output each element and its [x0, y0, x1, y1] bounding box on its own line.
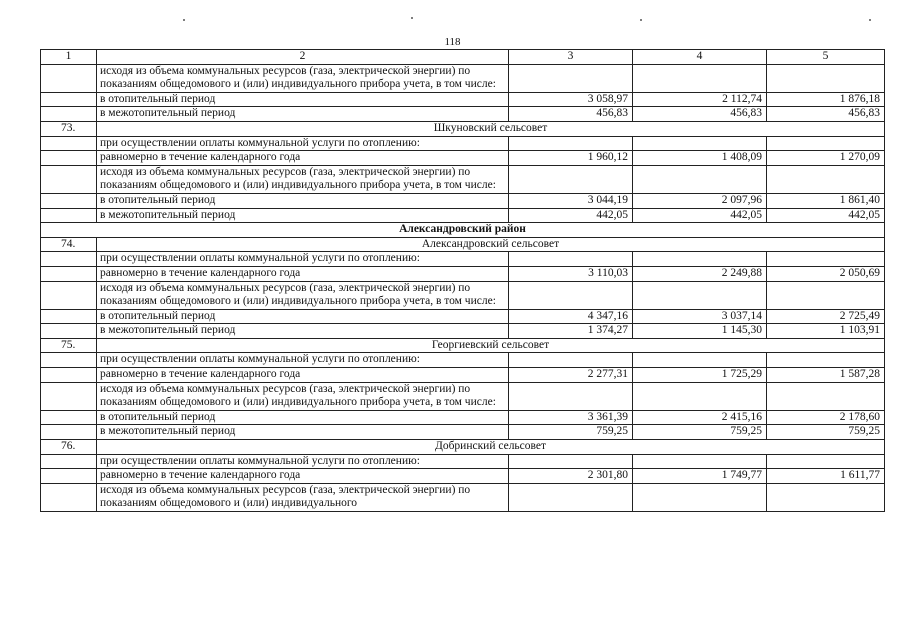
- column-header: 2: [97, 50, 509, 65]
- settlement-heading-row: [41, 338, 885, 353]
- column-header: 3: [509, 50, 633, 65]
- settlement-heading: Александровский сельсовет: [97, 237, 885, 252]
- region-heading: Александровский район: [41, 223, 885, 238]
- value-col-5: [767, 382, 885, 410]
- value-col-5: [767, 64, 885, 92]
- row-description: в отопительный период: [97, 410, 509, 425]
- table-row: [41, 382, 885, 410]
- value-col-4: 1 725,29: [633, 368, 767, 383]
- table-row: [41, 136, 885, 151]
- column-header: 5: [767, 50, 885, 65]
- row-number: [41, 92, 97, 107]
- table-row: [41, 252, 885, 267]
- row-description: в отопительный период: [97, 92, 509, 107]
- value-col-4: [633, 281, 767, 309]
- row-description: при осуществлении оплаты коммунальной услуги по отоплению:: [97, 454, 509, 469]
- page-number: 118: [444, 36, 461, 48]
- table-row: [41, 107, 885, 122]
- row-description: исходя из объема коммунальных ресурсов (газа, электрической энергии) по показаниям общедомового и (или) индивидуального: [97, 483, 509, 511]
- row-number: [41, 64, 97, 92]
- table-row: [41, 469, 885, 484]
- table-row: [41, 368, 885, 383]
- table-row: [41, 193, 885, 208]
- value-col-3: [509, 454, 633, 469]
- column-header: 4: [633, 50, 767, 65]
- value-col-3: [509, 136, 633, 151]
- value-col-4: 2 112,74: [633, 92, 767, 107]
- value-col-3: 759,25: [509, 425, 633, 440]
- value-col-4: 2 415,16: [633, 410, 767, 425]
- value-col-5: 442,05: [767, 208, 885, 223]
- row-description: равномерно в течение календарного года: [97, 266, 509, 281]
- column-header: 1: [41, 50, 97, 65]
- value-col-3: 3 361,39: [509, 410, 633, 425]
- settlement-heading: Добринский сельсовет: [97, 440, 885, 455]
- row-description: в межотопительный период: [97, 208, 509, 223]
- value-col-4: 1 749,77: [633, 469, 767, 484]
- value-col-4: 1 408,09: [633, 151, 767, 166]
- value-col-3: [509, 281, 633, 309]
- row-number: [41, 208, 97, 223]
- row-description: равномерно в течение календарного года: [97, 469, 509, 484]
- row-number: [41, 252, 97, 267]
- value-col-4: [633, 483, 767, 511]
- value-col-5: 1 876,18: [767, 92, 885, 107]
- table-row: [41, 151, 885, 166]
- row-number: [41, 353, 97, 368]
- row-number: 76.: [41, 440, 97, 455]
- value-col-4: [633, 353, 767, 368]
- row-number: 74.: [41, 237, 97, 252]
- table-row: [41, 324, 885, 339]
- value-col-3: 442,05: [509, 208, 633, 223]
- scan-speck: [640, 19, 642, 21]
- row-number: [41, 165, 97, 193]
- value-col-3: 4 347,16: [509, 309, 633, 324]
- value-col-5: 1 587,28: [767, 368, 885, 383]
- value-col-5: [767, 165, 885, 193]
- value-col-4: 3 037,14: [633, 309, 767, 324]
- value-col-5: 1 270,09: [767, 151, 885, 166]
- value-col-5: [767, 454, 885, 469]
- row-number: [41, 454, 97, 469]
- value-col-5: 759,25: [767, 425, 885, 440]
- value-col-5: [767, 483, 885, 511]
- column-header-row: [41, 50, 885, 65]
- scan-speck: [869, 19, 871, 21]
- value-col-4: 759,25: [633, 425, 767, 440]
- value-col-3: [509, 165, 633, 193]
- value-col-3: [509, 483, 633, 511]
- row-description: исходя из объема коммунальных ресурсов (газа, электрической энергии) по показаниям общедомового и (или) индивидуального прибора учета, в том числе:: [97, 281, 509, 309]
- table-row: [41, 483, 885, 511]
- row-description: исходя из объема коммунальных ресурсов (газа, электрической энергии) по показаниям общедомового и (или) индивидуального прибора учета, в том числе:: [97, 382, 509, 410]
- row-description: исходя из объема коммунальных ресурсов (газа, электрической энергии) по показаниям общедомового и (или) индивидуального прибора учета, в том числе:: [97, 165, 509, 193]
- table-row: [41, 64, 885, 92]
- value-col-5: 1 103,91: [767, 324, 885, 339]
- row-number: [41, 107, 97, 122]
- settlement-heading-row: [41, 121, 885, 136]
- row-number: [41, 368, 97, 383]
- value-col-5: [767, 353, 885, 368]
- value-col-3: 3 058,97: [509, 92, 633, 107]
- table-row: [41, 208, 885, 223]
- row-number: [41, 281, 97, 309]
- row-number: [41, 425, 97, 440]
- settlement-heading: Георгиевский сельсовет: [97, 338, 885, 353]
- table-row: [41, 92, 885, 107]
- value-col-4: [633, 165, 767, 193]
- row-description: равномерно в течение календарного года: [97, 368, 509, 383]
- value-col-5: 2 050,69: [767, 266, 885, 281]
- value-col-4: [633, 252, 767, 267]
- table-row: [41, 309, 885, 324]
- scan-speck: [183, 19, 185, 21]
- table-row: [41, 425, 885, 440]
- value-col-5: 1 861,40: [767, 193, 885, 208]
- table-row: [41, 353, 885, 368]
- value-col-3: 2 301,80: [509, 469, 633, 484]
- table-row: [41, 281, 885, 309]
- table-row: [41, 410, 885, 425]
- row-number: [41, 469, 97, 484]
- scan-speck: [411, 17, 413, 19]
- value-col-3: [509, 353, 633, 368]
- row-number: [41, 151, 97, 166]
- value-col-4: 442,05: [633, 208, 767, 223]
- value-col-5: 2 725,49: [767, 309, 885, 324]
- row-description: в отопительный период: [97, 309, 509, 324]
- row-description: при осуществлении оплаты коммунальной услуги по отоплению:: [97, 136, 509, 151]
- row-description: в межотопительный период: [97, 107, 509, 122]
- value-col-3: [509, 252, 633, 267]
- value-col-4: 1 145,30: [633, 324, 767, 339]
- value-col-4: [633, 136, 767, 151]
- tariff-table-body: [41, 50, 885, 512]
- row-description: при осуществлении оплаты коммунальной услуги по отоплению:: [97, 252, 509, 267]
- value-col-5: [767, 281, 885, 309]
- value-col-3: 3 044,19: [509, 193, 633, 208]
- row-description: в межотопительный период: [97, 425, 509, 440]
- value-col-4: [633, 64, 767, 92]
- row-number: [41, 483, 97, 511]
- table-row: [41, 165, 885, 193]
- value-col-4: 2 249,88: [633, 266, 767, 281]
- value-col-3: 1 374,27: [509, 324, 633, 339]
- value-col-5: [767, 252, 885, 267]
- row-description: в межотопительный период: [97, 324, 509, 339]
- value-col-4: 456,83: [633, 107, 767, 122]
- table-row: [41, 454, 885, 469]
- row-number: [41, 382, 97, 410]
- value-col-3: 456,83: [509, 107, 633, 122]
- row-number: [41, 136, 97, 151]
- row-description: равномерно в течение календарного года: [97, 151, 509, 166]
- value-col-3: [509, 382, 633, 410]
- tariff-table: [40, 49, 885, 512]
- value-col-3: 3 110,03: [509, 266, 633, 281]
- row-number: [41, 193, 97, 208]
- value-col-3: 2 277,31: [509, 368, 633, 383]
- settlement-heading-row: [41, 440, 885, 455]
- value-col-3: 1 960,12: [509, 151, 633, 166]
- row-number: [41, 324, 97, 339]
- settlement-heading: Шкуновский сельсовет: [97, 121, 885, 136]
- row-description: в отопительный период: [97, 193, 509, 208]
- row-description: исходя из объема коммунальных ресурсов (газа, электрической энергии) по показаниям общедомового и (или) индивидуального прибора учета, в том числе:: [97, 64, 509, 92]
- table-row: [41, 266, 885, 281]
- row-number: [41, 266, 97, 281]
- value-col-4: [633, 454, 767, 469]
- value-col-5: [767, 136, 885, 151]
- value-col-4: 2 097,96: [633, 193, 767, 208]
- row-number: 75.: [41, 338, 97, 353]
- row-number: 73.: [41, 121, 97, 136]
- row-number: [41, 309, 97, 324]
- row-description: при осуществлении оплаты коммунальной услуги по отоплению:: [97, 353, 509, 368]
- value-col-5: 1 611,77: [767, 469, 885, 484]
- value-col-5: 456,83: [767, 107, 885, 122]
- value-col-4: [633, 382, 767, 410]
- value-col-5: 2 178,60: [767, 410, 885, 425]
- value-col-3: [509, 64, 633, 92]
- region-heading-row: [41, 223, 885, 238]
- settlement-heading-row: [41, 237, 885, 252]
- row-number: [41, 410, 97, 425]
